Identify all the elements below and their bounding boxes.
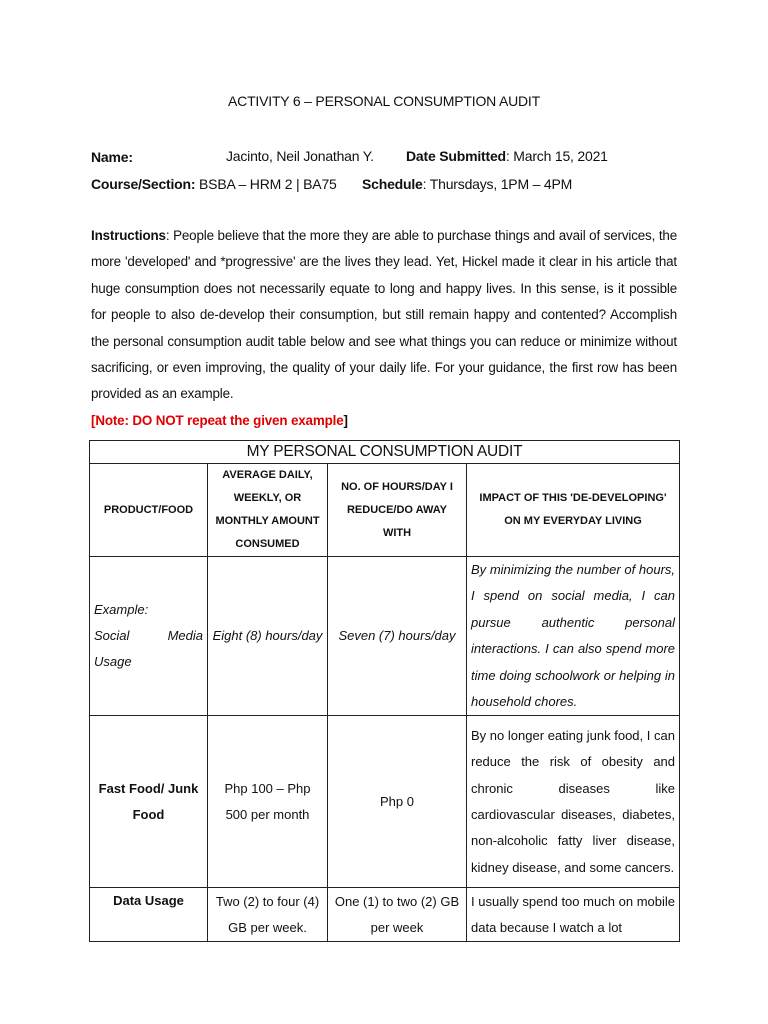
row-product: Data Usage: [90, 888, 208, 942]
course-section: [91, 176, 337, 192]
header-impact: IMPACT OF THIS 'DE-DEVELOPING' ON MY EVERYDAY LIVING: [467, 464, 680, 557]
header-product: PRODUCT/FOOD: [90, 464, 208, 557]
header-amount: AVERAGE DAILY, WEEKLY, OR MONTHLY AMOUNT CONSUMED: [208, 464, 328, 557]
schedule-label: Schedule: [362, 176, 423, 192]
table-header-row: [90, 464, 680, 557]
table-row: [90, 716, 680, 888]
instructions-label: Instructions: [91, 228, 166, 243]
row-reduce: One (1) to two (2) GB per week: [328, 888, 467, 942]
header-reduce: NO. OF HOURS/DAY I REDUCE/DO AWAY WITH: [328, 464, 467, 557]
schedule: [362, 176, 572, 192]
example-amount: Eight (8) hours/day: [208, 557, 328, 716]
date-value: : March 15, 2021: [505, 148, 608, 164]
table-row: [90, 888, 680, 942]
instructions-text: : People believe that the more they are able to purchase things and avail of services, the more 'developed' and *progressive' are the lives they lead. Yet, Hickel made it clear in his article that huge consumption does not necessarily equate to long and happy lives. In this sense, is it possible for people to also de-develop their consumption, but still remain happy and contented? Accomplish the personal consumption audit table below and see what things you can reduce or minimize without sacrificing, or even improving, the quality of your daily life. For your guidance, the first row has been provided as an example.: [91, 228, 677, 402]
row-impact: By no longer eating junk food, I can reduce the risk of obesity and chronic diseases like cardiovascular diseases, diabetes, non-alcoholic fatty liver disease, kidney disease, and some cancers.: [467, 716, 680, 888]
example-impact: By minimizing the number of hours, I spend on social media, I can pursue authentic personal interactions. I can also spend more time doing schoolwork or helping in household chores.: [467, 557, 680, 716]
date-submitted: [406, 148, 608, 164]
table-row-example: [90, 557, 680, 716]
row-impact: I usually spend too much on mobile data because I watch a lot: [467, 888, 680, 942]
table-title: MY PERSONAL CONSUMPTION AUDIT: [90, 441, 680, 464]
consumption-audit-table: [89, 440, 680, 942]
row-reduce: Php 0: [328, 716, 467, 888]
document-title: ACTIVITY 6 – PERSONAL CONSUMPTION AUDIT: [228, 93, 540, 109]
row-amount: Two (2) to four (4) GB per week.: [208, 888, 328, 942]
course-value: BSBA – HRM 2 | BA75: [195, 176, 337, 192]
note-text: Note: DO NOT repeat the given example: [95, 412, 344, 428]
row-amount: Php 100 – Php 500 per month: [208, 716, 328, 888]
example-product: Example: Social Media Usage: [90, 557, 208, 716]
name-label: Name:: [91, 149, 133, 165]
row-product: Fast Food/ Junk Food: [90, 716, 208, 888]
example-reduce: Seven (7) hours/day: [328, 557, 467, 716]
course-label: Course/Section:: [91, 176, 196, 192]
instructions-paragraph: Instructions: People believe that the more they are able to purchase things and avail of services, the more 'developed' and *progressive' are the lives they lead. Yet, Hickel made it clear in his article that huge consumption does not necessarily equate to long and happy lives. In this sense, is it possible for people to also de-develop their consumption, but still remain happy and contented? Accomplish the personal consumption audit table below and see what things you can reduce or minimize without sacrificing, or even improving, the quality of your daily life. For your guidance, the first row has been provided as an example. [Note: DO NOT repeat the given example]: [91, 228, 677, 428]
schedule-value: : Thursdays, 1PM – 4PM: [422, 176, 573, 192]
name-value: Jacinto, Neil Jonathan Y.: [226, 148, 374, 164]
date-label: Date Submitted: [406, 148, 506, 164]
